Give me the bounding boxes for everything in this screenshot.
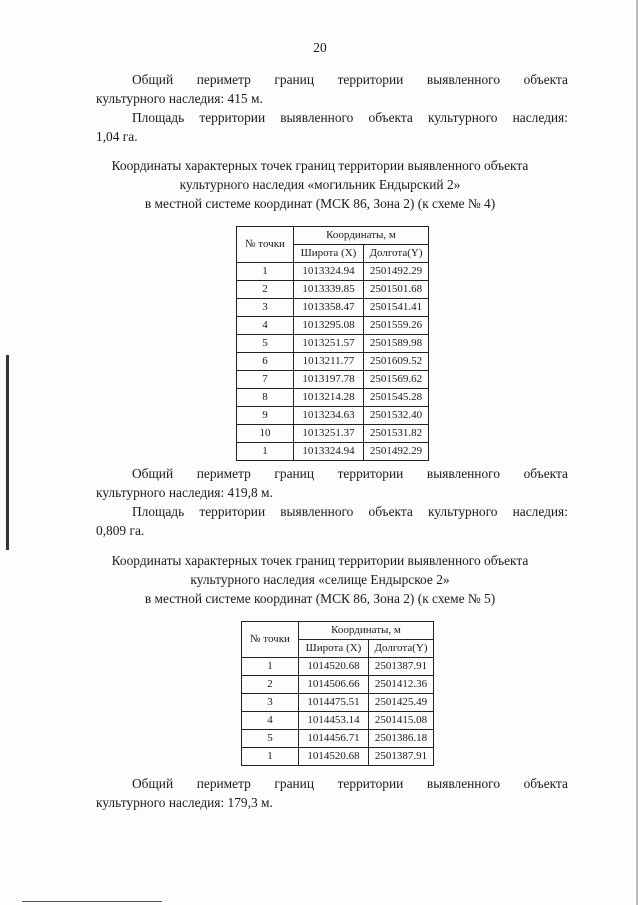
cell-latitude-x: 1013324.94 (294, 263, 364, 281)
cell-latitude-x: 1014453.14 (299, 712, 369, 730)
table-row (237, 335, 429, 353)
table-row (237, 299, 429, 317)
table-row (237, 263, 429, 281)
table-row (237, 425, 429, 443)
cell-point-number: 1 (242, 658, 299, 676)
cell-latitude-x: 1014456.71 (299, 730, 369, 748)
cell-longitude-y: 2501387.91 (369, 658, 434, 676)
cell-longitude-y: 2501492.29 (364, 263, 429, 281)
area-line-1: Площадь территории выявленного объекта культурного наследия: (132, 110, 568, 125)
cell-point-number: 4 (242, 712, 299, 730)
column-header-x: Широта (X) (294, 245, 364, 263)
cell-point-number: 6 (237, 353, 294, 371)
cell-longitude-y: 2501531.82 (364, 425, 429, 443)
cell-longitude-y: 2501609.52 (364, 353, 429, 371)
cell-latitude-x: 1013251.57 (294, 335, 364, 353)
cell-latitude-x: 1013214.28 (294, 389, 364, 407)
cell-latitude-x: 1014506.66 (299, 676, 369, 694)
table-row (242, 748, 434, 766)
cell-latitude-x: 1013211.77 (294, 353, 364, 371)
cell-latitude-x: 1014475.51 (299, 694, 369, 712)
cell-point-number: 4 (237, 317, 294, 335)
cell-longitude-y: 2501541.41 (364, 299, 429, 317)
cell-longitude-y: 2501386.18 (369, 730, 434, 748)
perimeter-line-2: культурного наследия: 179,3 м. (96, 795, 273, 810)
cell-longitude-y: 2501532.40 (364, 407, 429, 425)
cell-latitude-x: 1013197.78 (294, 371, 364, 389)
heading-scheme-5-line-3: в местной системе координат (МСК 86, Зона 2) (к схеме № 5) (144, 591, 496, 606)
cell-longitude-y: 2501415.08 (369, 712, 434, 730)
cell-point-number: 9 (237, 407, 294, 425)
area-line-1: Площадь территории выявленного объекта культурного наследия: (132, 504, 568, 519)
heading-scheme-5-line-2: культурного наследия «селище Ендырское 2» (190, 572, 450, 587)
cell-point-number: 5 (237, 335, 294, 353)
cell-latitude-x: 1013234.63 (294, 407, 364, 425)
table-row (237, 281, 429, 299)
cell-point-number: 7 (237, 371, 294, 389)
table-row (237, 389, 429, 407)
page-number: 20 (313, 40, 327, 55)
column-header-y: Долгота(Y) (369, 640, 434, 658)
perimeter-line-2: культурного наследия: 415 м. (96, 91, 263, 106)
cell-latitude-x: 1013251.37 (294, 425, 364, 443)
cell-point-number: 5 (242, 730, 299, 748)
scan-right-edge (636, 0, 638, 905)
cell-longitude-y: 2501412.36 (369, 676, 434, 694)
area-line-2: 1,04 га. (96, 129, 138, 144)
table-row (242, 712, 434, 730)
cell-longitude-y: 2501387.91 (369, 748, 434, 766)
cell-longitude-y: 2501545.28 (364, 389, 429, 407)
column-header-point: № точки (242, 622, 299, 658)
perimeter-line-1: Общий периметр границ территории выявленного объекта (132, 776, 568, 791)
cell-point-number: 1 (242, 748, 299, 766)
scan-edge-mark (6, 355, 9, 550)
column-header-coordinates: Координаты, м (299, 622, 434, 640)
table-row (242, 730, 434, 748)
column-header-coordinates: Координаты, м (294, 227, 429, 245)
cell-longitude-y: 2501559.26 (364, 317, 429, 335)
table-row (237, 317, 429, 335)
cell-point-number: 1 (237, 263, 294, 281)
cell-point-number: 8 (237, 389, 294, 407)
cell-point-number: 2 (242, 676, 299, 694)
scan-bottom-line (22, 901, 162, 902)
cell-latitude-x: 1014520.68 (299, 658, 369, 676)
table-row (242, 694, 434, 712)
table-header-row (242, 622, 434, 640)
table-row (237, 407, 429, 425)
heading-scheme-4-line-2: культурного наследия «могильник Ендырский 2» (179, 177, 461, 192)
cell-latitude-x: 1013358.47 (294, 299, 364, 317)
cell-longitude-y: 2501501.68 (364, 281, 429, 299)
cell-point-number: 10 (237, 425, 294, 443)
table-row (242, 658, 434, 676)
cell-latitude-x: 1013295.08 (294, 317, 364, 335)
table-row (237, 353, 429, 371)
heading-scheme-5-line-1: Координаты характерных точек границ территории выявленного объекта (111, 553, 529, 568)
cell-point-number: 1 (237, 443, 294, 461)
coordinates-table-scheme-4 (236, 226, 429, 461)
coordinates-table-scheme-5 (241, 621, 434, 766)
perimeter-line-1: Общий периметр границ территории выявленного объекта (132, 466, 568, 481)
cell-latitude-x: 1013324.94 (294, 443, 364, 461)
cell-longitude-y: 2501569.62 (364, 371, 429, 389)
column-header-x: Широта (X) (299, 640, 369, 658)
perimeter-line-1: Общий периметр границ территории выявленного объекта (132, 72, 568, 87)
table-row (237, 371, 429, 389)
cell-latitude-x: 1013339.85 (294, 281, 364, 299)
area-line-2: 0,809 га. (96, 523, 145, 538)
cell-point-number: 3 (242, 694, 299, 712)
column-header-point: № точки (237, 227, 294, 263)
cell-point-number: 2 (237, 281, 294, 299)
cell-latitude-x: 1014520.68 (299, 748, 369, 766)
heading-scheme-4-line-1: Координаты характерных точек границ территории выявленного объекта (111, 158, 529, 173)
cell-longitude-y: 2501589.98 (364, 335, 429, 353)
table-header-row (237, 227, 429, 245)
cell-longitude-y: 2501492.29 (364, 443, 429, 461)
column-header-y: Долгота(Y) (364, 245, 429, 263)
cell-longitude-y: 2501425.49 (369, 694, 434, 712)
perimeter-line-2: культурного наследия: 419,8 м. (96, 485, 273, 500)
cell-point-number: 3 (237, 299, 294, 317)
table-row (242, 676, 434, 694)
table-row (237, 443, 429, 461)
heading-scheme-4-line-3: в местной системе координат (МСК 86, Зона 2) (к схеме № 4) (144, 196, 496, 211)
